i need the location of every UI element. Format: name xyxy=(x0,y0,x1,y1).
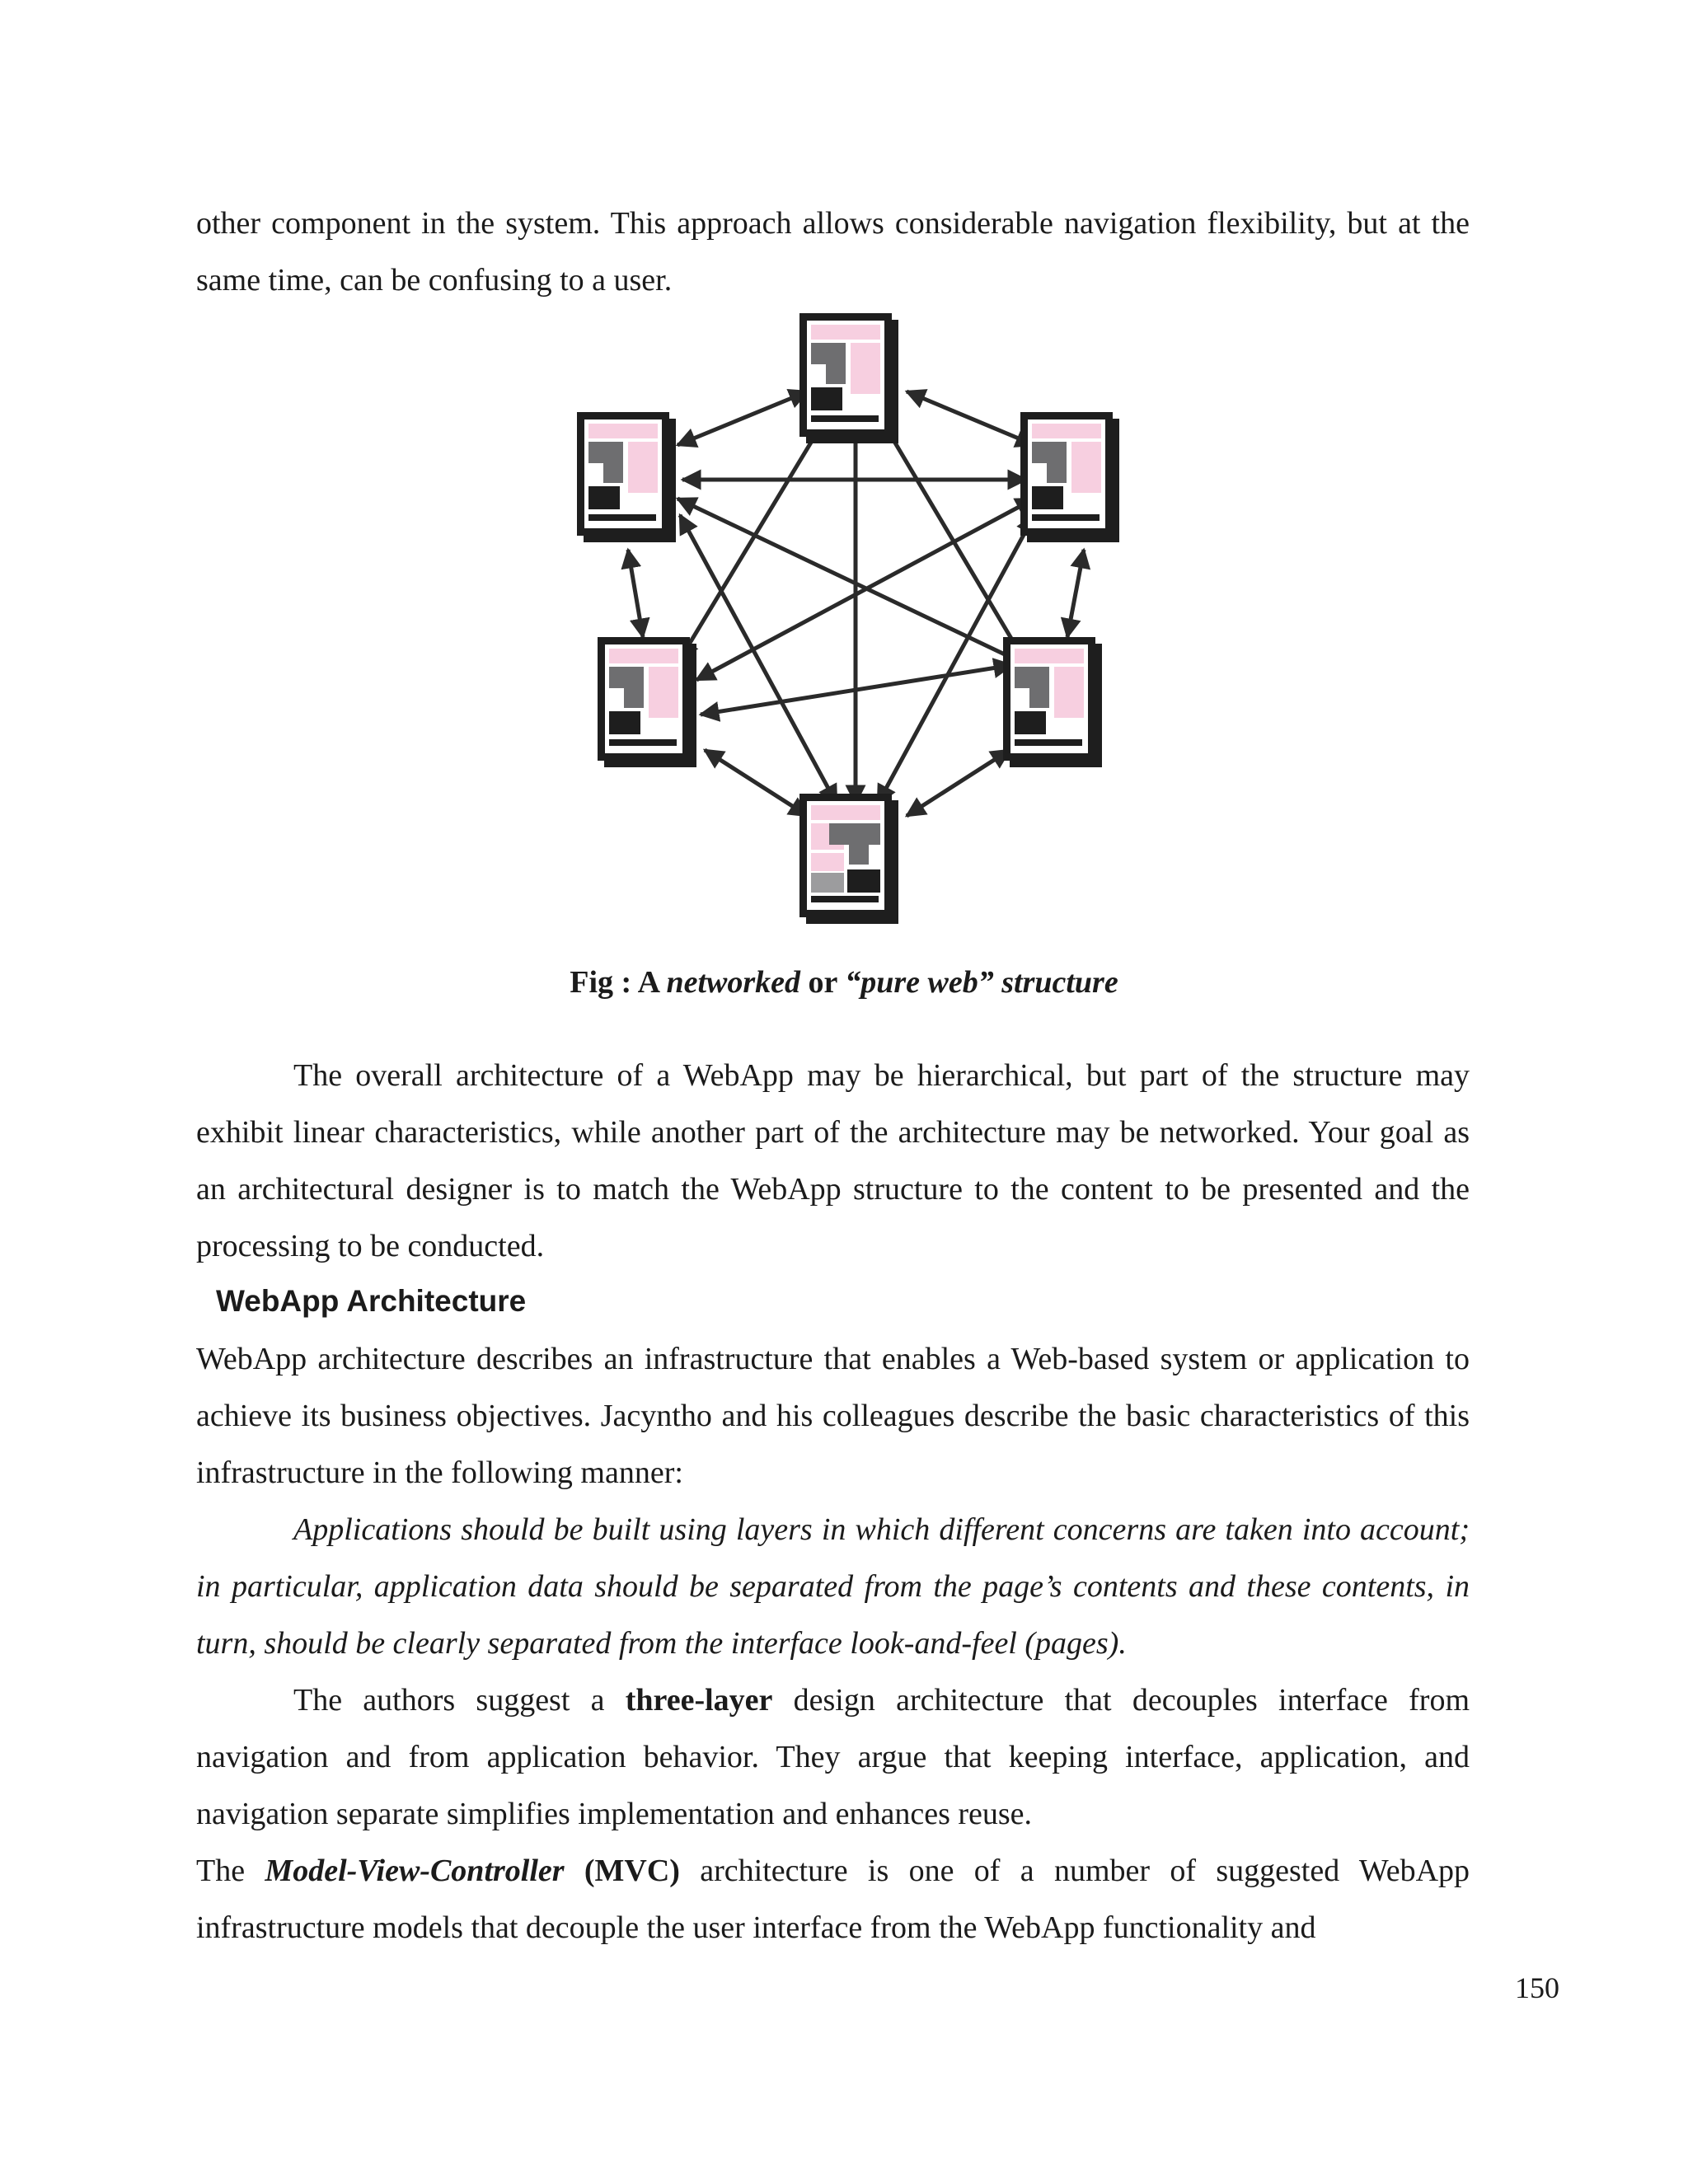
arrow-upperright-lowerright xyxy=(1067,550,1084,637)
caption-or: or xyxy=(800,965,846,1000)
arrow-upperleft-bottom xyxy=(680,515,837,804)
web-page-node-lower-right xyxy=(1003,637,1102,767)
figure-caption xyxy=(0,963,1688,1002)
intro-paragraph xyxy=(196,195,1470,309)
arrow-lowerright-bottom xyxy=(907,750,1010,816)
paragraph-webapp-architecture xyxy=(196,1331,1470,1502)
paragraph-4-lead: The xyxy=(196,1854,265,1888)
paragraph-three-layer xyxy=(196,1672,1470,1843)
arrow-top-upperleft xyxy=(678,391,808,445)
caption-italic-networked: networked xyxy=(666,965,801,1000)
paragraph-3-lead: The authors suggest a xyxy=(293,1683,626,1718)
section-heading: WebApp Architecture xyxy=(216,1284,527,1318)
paragraph-3-bold-term: three-layer xyxy=(625,1683,773,1718)
arrow-lowerleft-bottom xyxy=(705,750,808,816)
arrow-top-lowerright xyxy=(880,418,1024,659)
paragraph-4-rest: architecture is one of a number of suggested WebApp infrastructure models that decouple the user interface from the WebApp functionality and xyxy=(196,1854,1470,1945)
quote-text: Applications should be built using layers in which different concerns are taken into account; in particular, application data should be separated from the page’s contents and these contents, in turn, should be clearly separated from the interface look-and-feel (pages). xyxy=(196,1512,1470,1661)
web-page-node-upper-left xyxy=(577,412,676,542)
web-page-node-top xyxy=(799,313,898,443)
caption-italic-pure-web: “pure web” structure xyxy=(845,965,1118,1000)
paragraph-4-abbrev: (MVC) xyxy=(564,1854,680,1888)
web-page-node-lower-left xyxy=(598,637,696,767)
paragraph-architecture-overview xyxy=(196,1047,1470,1275)
paragraph-1-text: The overall architecture of a WebApp may be hierarchical, but part of the structure may exhibit linear characteristics, while another part of the architecture may be networked. Your goal as an architectural designer is to match the WebApp structure to the content to be presented and the processing to be conducted. xyxy=(196,1058,1470,1263)
intro-text: other component in the system. This approach allows considerable navigation flexibility, but at the same time, can be confusing to a user. xyxy=(196,206,1470,298)
paragraph-4-term-mvc: Model-View-Controller xyxy=(265,1854,565,1888)
caption-prefix: Fig : A xyxy=(570,965,667,1000)
paragraph-3-rest: design architecture that decouples interface from navigation and from application behavior. They argue that keeping interface, application, and navigation separate simplifies implementation and enhances reuse. xyxy=(196,1683,1470,1831)
arrow-upperleft-lowerleft xyxy=(628,550,643,637)
web-page-node-bottom xyxy=(799,794,898,924)
networked-structure-diagram xyxy=(560,309,1137,935)
quote-paragraph xyxy=(196,1502,1470,1672)
arrow-top-upperright xyxy=(907,391,1034,445)
paragraph-2-text: WebApp architecture describes an infrastructure that enables a Web-based system or application to achieve its business objectives. Jacyntho and his colleagues describe the basic characteristics of this infrastructure in the following manner: xyxy=(196,1342,1470,1490)
web-page-node-upper-right xyxy=(1020,412,1119,542)
paragraph-mvc xyxy=(196,1843,1470,1957)
page-number: 150 xyxy=(1515,1971,1559,2004)
